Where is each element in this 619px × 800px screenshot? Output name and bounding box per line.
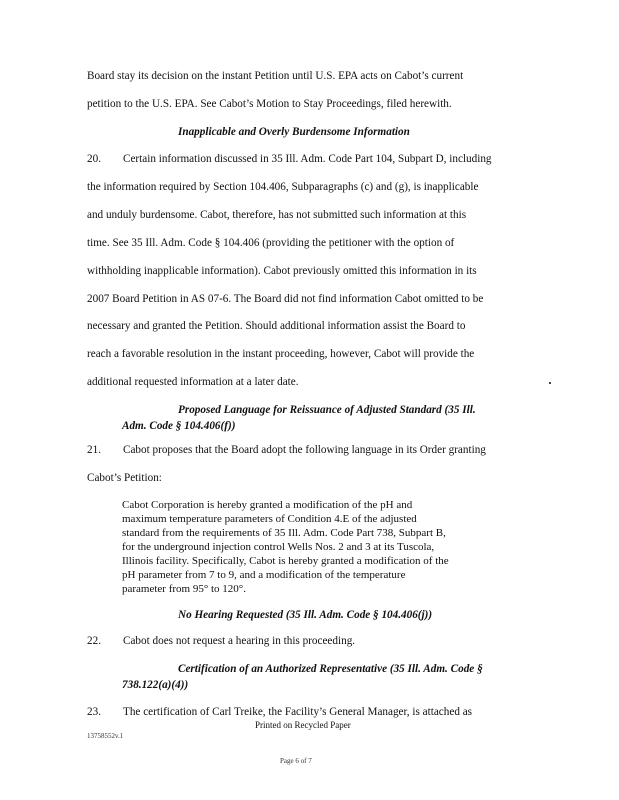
paragraph-top-line-2: petition to the U.S. EPA. See Cabot’s Motion to Stay Proceedings, filed herewith. (87, 98, 452, 110)
para20-line: 2007 Board Petition in AS 07-6. The Board did not find information Cabot omitted to be (87, 293, 484, 305)
block-quote-line: Cabot Corporation is hereby granted a modification of the pH and (122, 499, 413, 511)
para20-line: necessary and granted the Petition. Should additional information assist the Board to (87, 320, 466, 332)
heading-inapplicable: Inapplicable and Overly Burdensome Information (178, 126, 410, 138)
para20-line: the information required by Section 104.406, Subparagraphs (c) and (g), is inapplicable (87, 181, 479, 193)
para20-line: reach a favorable resolution in the instant proceeding, however, Cabot will provide the (87, 348, 475, 360)
block-quote-line: Illinois facility. Specifically, Cabot is hereby granted a modification of the (122, 555, 449, 567)
footer-document-id: 13758552v.1 (87, 732, 124, 740)
para20-line: and unduly burdensome. Cabot, therefore, has not submitted such information at this (87, 209, 467, 221)
heading-no-hearing: No Hearing Requested (35 Ill. Adm. Code § 104.406(j)) (178, 609, 433, 621)
block-quote-line: standard from the requirements of 35 Ill. Adm. Code Part 738, Subpart B, (122, 527, 446, 539)
paragraph-top-line-1: Board stay its decision on the instant Petition until U.S. EPA acts on Cabot’s current (87, 70, 464, 82)
para21-second-line: Cabot’s Petition: (87, 472, 162, 484)
para20-line: withholding inapplicable information). Cabot previously omitted this information in its (87, 265, 477, 277)
para21-first-line: Cabot proposes that the Board adopt the following language in its Order granting (123, 444, 486, 456)
block-quote-line: parameter from 95° to 120°. (122, 583, 246, 595)
heading-proposed-language-line-1: Proposed Language for Reissuance of Adjusted Standard (35 Ill. (178, 404, 476, 416)
heading-certification-line-2: 738.122(a)(4)) (122, 679, 189, 691)
block-quote-line: maximum temperature parameters of Condition 4.E of the adjusted (122, 513, 417, 525)
paragraph-number-22: 22. (87, 635, 101, 647)
paragraph-number-23: 23. (87, 706, 101, 718)
paragraph-number-20: 20. (87, 153, 101, 165)
footer-recycled-paper: Printed on Recycled Paper (255, 720, 351, 730)
block-quote-line: for the underground injection control Wells Nos. 2 and 3 at its Tuscola, (122, 541, 435, 553)
block-quote-line: pH parameter from 7 to 9, and a modification of the temperature (122, 569, 406, 581)
para23-text: The certification of Carl Treike, the Facility’s General Manager, is attached as (123, 706, 473, 718)
heading-proposed-language-line-2: Adm. Code § 104.406(f)) (122, 420, 236, 432)
para20-first-line: Certain information discussed in 35 Ill. Adm. Code Part 104, Subpart D, including (123, 153, 492, 165)
paragraph-number-21: 21. (87, 444, 101, 456)
para20-line: additional requested information at a later date. (87, 376, 299, 388)
heading-certification-line-1: Certification of an Authorized Representative (35 Ill. Adm. Code § (178, 663, 483, 675)
block-quote (122, 498, 522, 596)
para20-line: time. See 35 Ill. Adm. Code § 104.406 (providing the petitioner with the option of (87, 237, 455, 249)
scan-speck (549, 382, 551, 384)
footer-page-number: Page 6 of 7 (280, 757, 312, 765)
para22-text: Cabot does not request a hearing in this proceeding. (123, 635, 356, 647)
